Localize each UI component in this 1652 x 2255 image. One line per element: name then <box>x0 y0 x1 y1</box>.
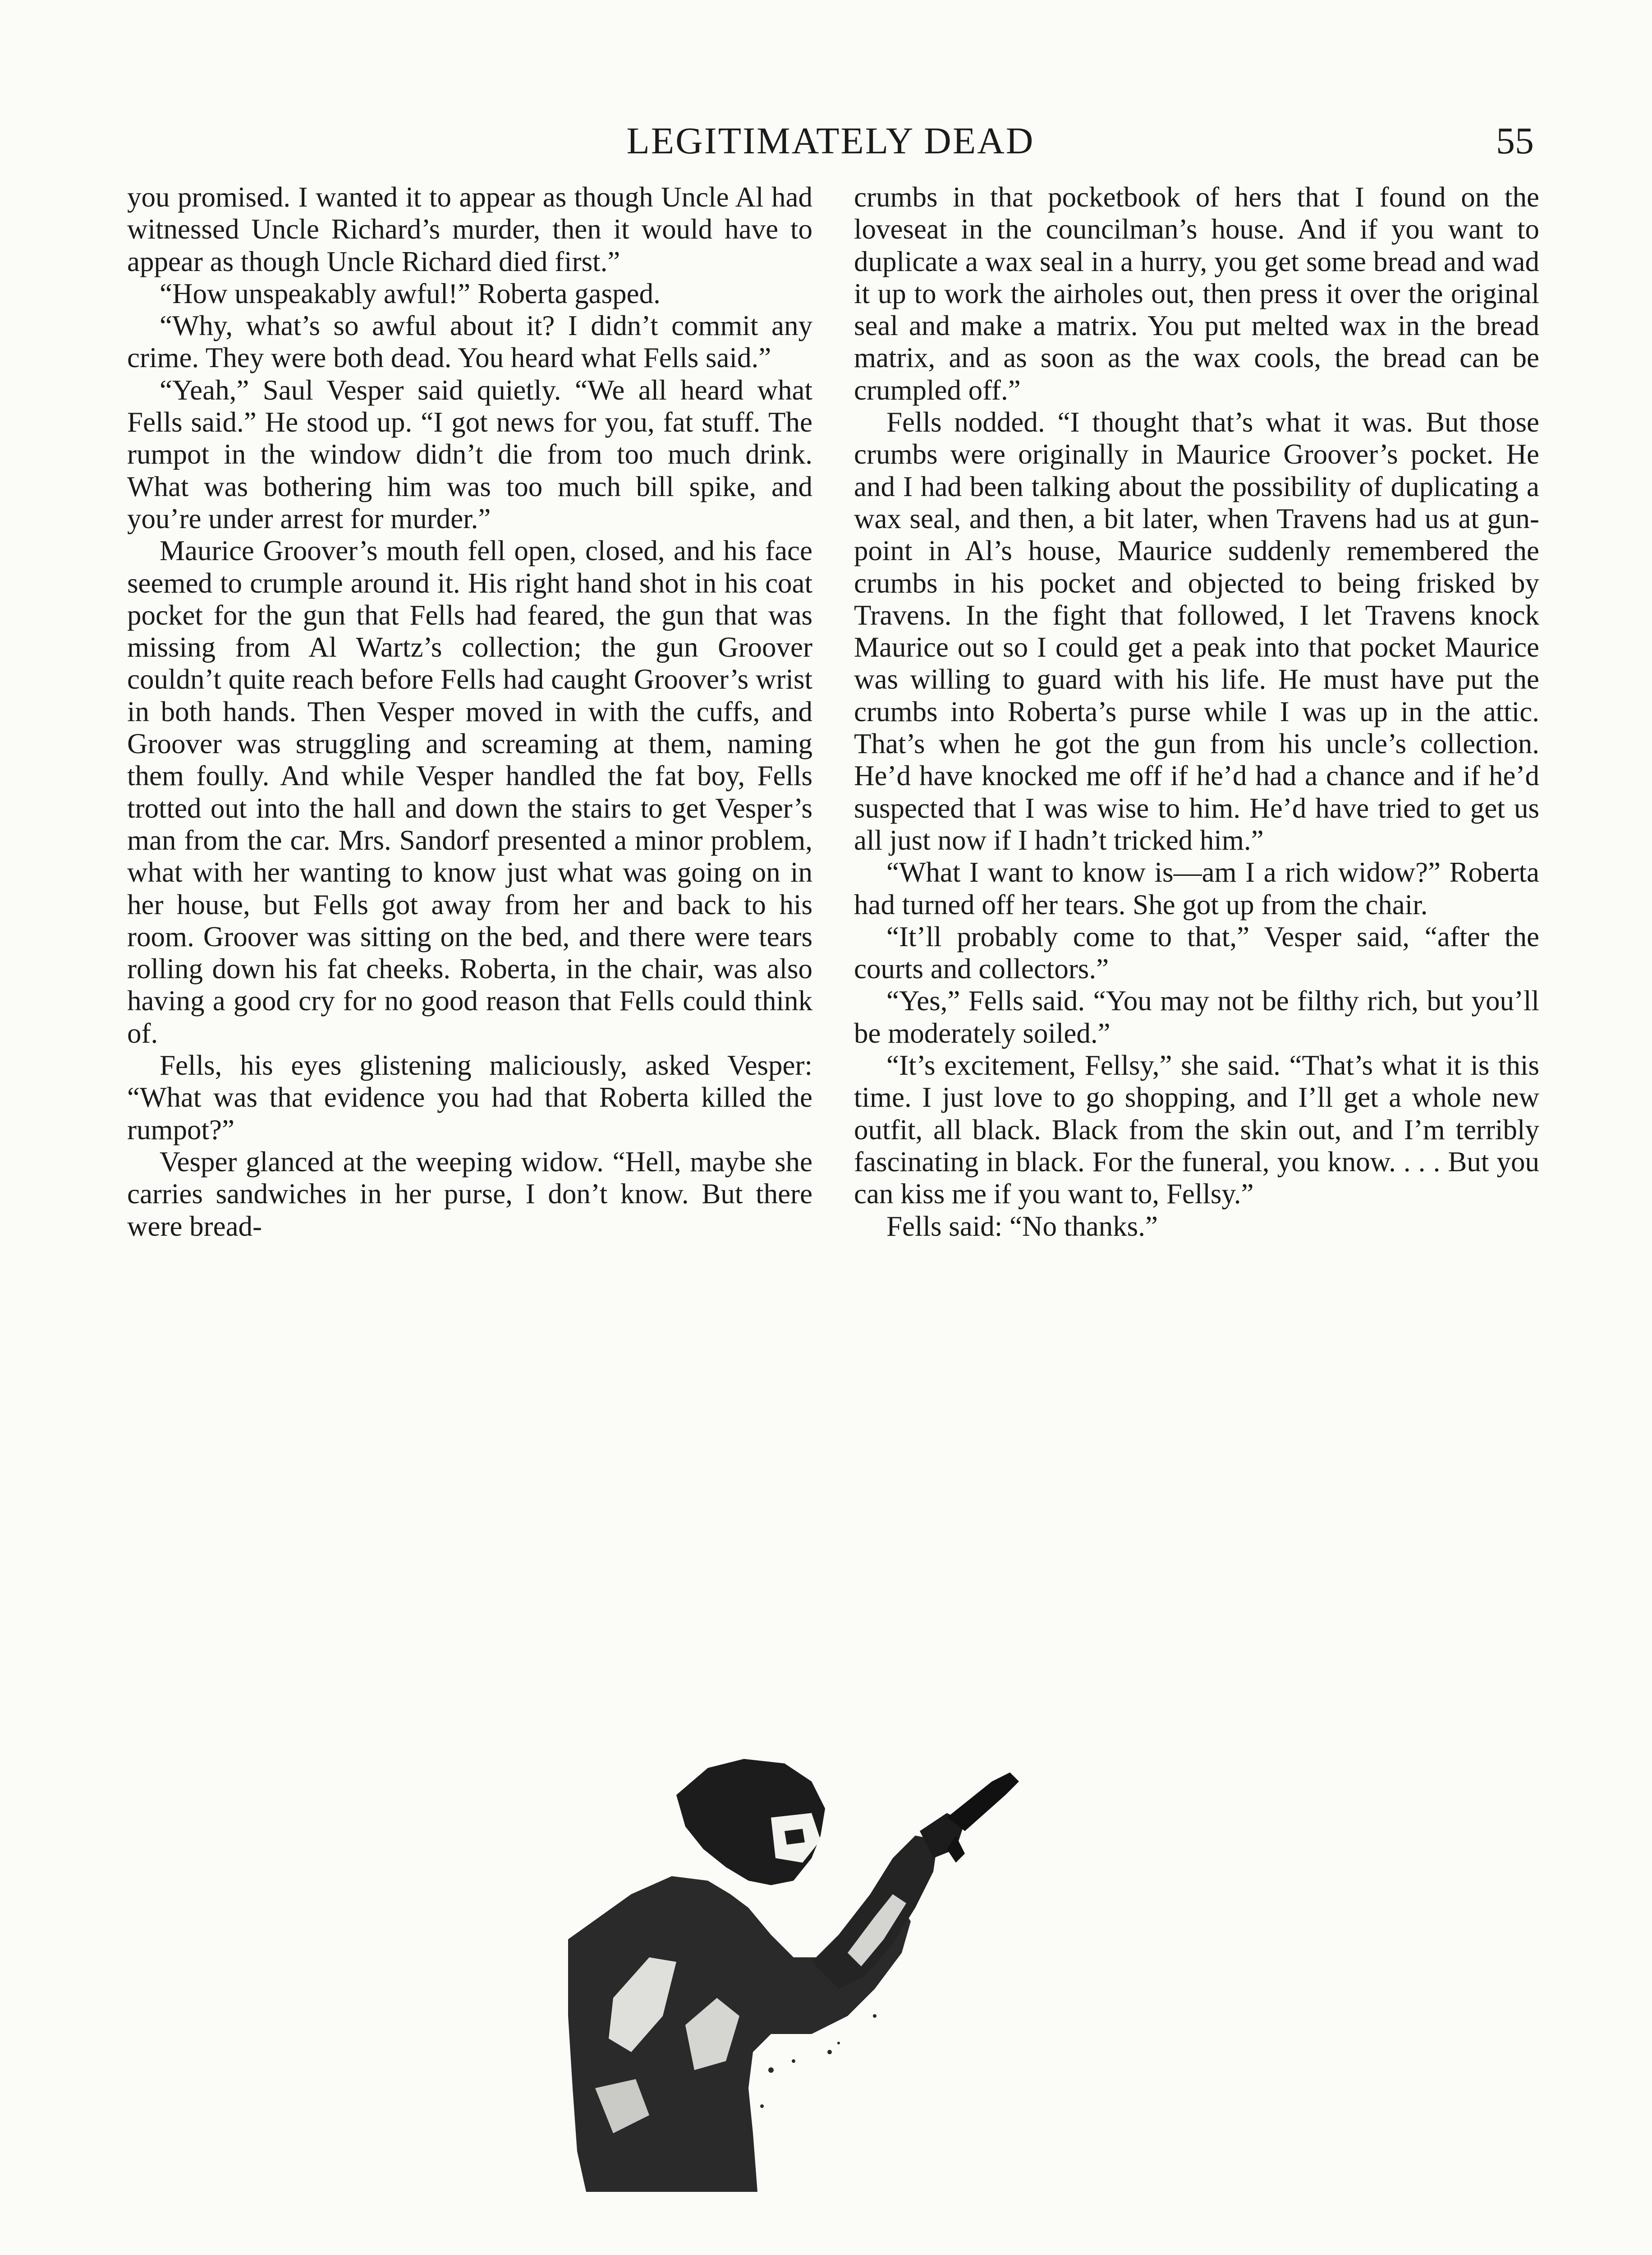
man-aiming-pistol-illustration <box>559 1745 1064 2196</box>
text-column-right <box>854 181 1539 1243</box>
paragraph: Fells nodded. “I thought that’s what it was. But those crumbs were originally in Maurice Groover’s pocket. He and I had been talking about the possibility of duplicating a wax seal, and then, a bit later, when Travens had us at gun-point in Al’s house, Maurice suddenly remembered the crumbs in his pocket and objected to being frisked by Travens. In the fight that followed, I let Travens knock Maurice out so I could get a peak into that pocket Maurice was willing to guard with his life. He must have put the crumbs into Roberta’s purse while I was up in the attic. That’s when he got the gun from his uncle’s collection. He’d have knocked me off if he’d had a chance and if he’d suspected that I was wise to him. He’d have tried to get us all just now if I hadn’t tricked him.” <box>854 406 1539 856</box>
text-column-left <box>127 181 812 1243</box>
page-number: 55 <box>1496 120 1534 162</box>
paragraph: “It’ll probably come to that,” Vesper said, “after the courts and collectors.” <box>854 920 1539 985</box>
paragraph: “What I want to know is—am I a rich widow?” Roberta had turned off her tears. She got up from the chair. <box>854 856 1539 920</box>
paragraph: Maurice Groover’s mouth fell open, closed, and his face seemed to crumple around it. His right hand shot in his coat pocket for the gun that Fells had feared, the gun that was missing from Al Wartz’s collection; the gun Groover couldn’t quite reach before Fells had caught Groover’s wrist in both hands. Then Vesper moved in with the cuffs, and Groover was struggling and screaming at them, naming them foully. And while Vesper handled the fat boy, Fells trotted out into the hall and down the stairs to get Vesper’s man from the car. Mrs. Sandorf presented a minor problem, what with her wanting to know just what was going on in her house, but Fells got away from her and back to his room. Groover was sitting on the bed, and there were tears rolling down his fat cheeks. Roberta, in the chair, was also having a good cry for no good reason that Fells could think of. <box>127 535 812 1049</box>
paragraph: “Why, what’s so awful about it? I didn’t commit any crime. They were both dead. You heard what Fells said.” <box>127 310 812 374</box>
running-title: LEGITIMATELY DEAD <box>626 120 1035 162</box>
paragraph: “Yes,” Fells said. “You may not be filthy rich, but you’ll be moderately soiled.” <box>854 985 1539 1049</box>
paragraph: Fells said: “No thanks.” <box>886 1210 1158 1242</box>
paragraph: Vesper glanced at the weeping widow. “Hell, maybe she carries sandwiches in her purse, I don’t know. But there were bread- <box>127 1146 812 1242</box>
paragraph: Fells, his eyes glistening maliciously, asked Vesper: “What was that evidence you had that Roberta killed the rumpot?” <box>127 1049 812 1146</box>
paragraph: “It’s excitement, Fellsy,” she said. “That’s what it is this time. I just love to go shopping, and I’ll get a whole new outfit, all black. Black from the skin out, and I’m terribly fascinating in black. For the funeral, you know. . . . But you can kiss me if you want to, Fellsy.” <box>854 1049 1539 1210</box>
paragraph: “Yeah,” Saul Vesper said quietly. “We all heard what Fells said.” He stood up. “I got news for you, fat stuff. The rumpot in the window didn’t die from too much drink. What was bothering him was too much bill spike, and you’re under arrest for murder.” <box>127 374 812 534</box>
eye-detail <box>785 1829 805 1845</box>
paragraph: “How unspeakably awful!” Roberta gasped. <box>160 277 661 309</box>
paragraph: crumbs in that pocketbook of hers that I found on the loveseat in the councilman’s house. And if you want to duplicate a wax seal in a hurry, you get some bread and wad it up to work the airholes out, then press it over the original seal and make a matrix. You put melted wax in the bread matrix, and as soon as the wax cools, the bread can be crumpled off.” <box>854 181 1539 406</box>
pistol-icon <box>947 1772 1019 1831</box>
running-head <box>127 116 1534 166</box>
paragraph: you promised. I wanted it to appear as though Uncle Al had witnessed Uncle Richard’s murder, then it would have to appear as though Uncle Richard died first.” <box>127 181 812 277</box>
